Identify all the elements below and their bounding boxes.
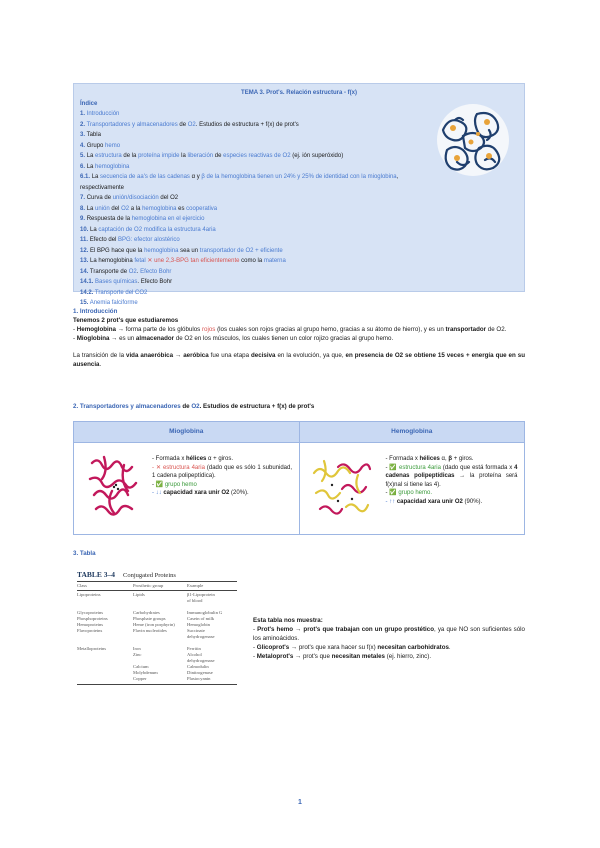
notes-title: Esta tabla nos muestra: xyxy=(253,617,323,624)
intro-hemoglobin: - Hemoglobina → forma parte de los glóbulos rojos (los cuales son rojos gracias al grupo hemo, gracias a su átomo de hierro), y es un transportador de O2. xyxy=(73,326,507,333)
index-item[interactable]: 14.2. Transporte del CO2 xyxy=(80,289,148,296)
index-item[interactable]: 11. Efecto del BPG: efector alostérico xyxy=(80,237,180,243)
table-row: Flavoproteins Flavin nucleotides Succinate xyxy=(77,628,205,634)
col-hemoglobina: Hemoglobina xyxy=(391,428,433,435)
table-row: Lipoproteins Lipids β1-Lipoprotein xyxy=(77,592,215,598)
index-item[interactable]: 4. Grupo hemo xyxy=(80,142,121,149)
table-row: dehydrogenase xyxy=(187,634,215,640)
index-item[interactable]: 3. Tabla xyxy=(80,132,101,138)
index-item[interactable]: 6. La hemoglobina xyxy=(80,163,130,170)
index-item[interactable]: 13. La hemoglobina fetal ✕ une 2,3-BPG tan eficientemente como la materna xyxy=(80,258,286,264)
index-item[interactable]: 15. Anemia falciforme xyxy=(80,300,138,306)
table-row: Zinc Alcohol xyxy=(133,651,202,657)
section-3-title: 3. Tabla xyxy=(73,550,96,557)
table-row: Hemoproteins Heme (iron porphyrin) Hemoglobin xyxy=(77,621,210,627)
index-heading: Índice xyxy=(80,100,98,107)
table-caption: TABLE 3–4 Conjugated Proteins xyxy=(77,570,176,579)
index-item[interactable]: 6.1. La secuencia de aa's de las cadenas α y β de la hemoglobina tienen un 24% y 25% de identidad con la mioglobina, respectivamente xyxy=(80,174,399,191)
table-row: of blood xyxy=(187,598,203,604)
conjugated-proteins-table-image xyxy=(77,570,237,698)
section-intro xyxy=(73,307,525,369)
section-2-title: 2. Transportadores y almacenadores de O2. Estudios de estructura + f(x) de prot's xyxy=(73,403,315,410)
index-item[interactable]: 9. Respuesta de la hemoglobina en el ejercicio xyxy=(80,216,205,222)
table-notes xyxy=(253,616,525,661)
index-item[interactable]: 14. Transporte de O2. Efecto Bohr xyxy=(80,268,172,275)
table-row: Copper Plastocyanin xyxy=(133,676,211,682)
table-header-row: Class Prosthetic group Example xyxy=(77,583,204,588)
index-title: TEMA 3. Prot's. Relación estructura - f(x) xyxy=(241,90,357,96)
intro-mioglobina: - Mioglobina → es un almacenador de O2 en los músculos, los cuales tienen un color rojizo gracias al grupo hemo. xyxy=(73,335,394,342)
table-row: Calcium Calmodulin xyxy=(133,664,209,670)
index-item[interactable]: 5. La estructura de la proteína impide la liberación de especies reactivas de O2 (ej. ión superóxido) xyxy=(80,153,344,159)
hemoglobina-cell xyxy=(300,443,525,535)
index-item[interactable]: 8. La unión del O2 a la hemoglobina es cooperativa xyxy=(80,205,218,212)
note-metalo: - Metaloprot's → prot's que necesitan metales (ej. hierro, zinc). xyxy=(253,653,432,660)
index-item[interactable]: 12. El BPG hace que la hemoglobina sea un transportador de O2 + eficiente xyxy=(80,247,283,254)
table-row: dehydrogenase xyxy=(187,657,215,663)
intro-lead: Tenemos 2 prot's que estudiaremos xyxy=(73,317,179,324)
col-mioglobina: Mioglobina xyxy=(74,422,300,442)
intro-title: 1. Introducción xyxy=(73,308,118,315)
mioglobina-description: - Formada x hélices α + giros. - ✕ estructura 4aria (dado que es sólo 1 subunidad, 1 cadena polipeptídica). - ✅ grupo hemo - ↓↓ capacidad xara unir O2 (20%). xyxy=(152,456,293,497)
note-glico: - Glicoprot's → prot's que xara hacer su f(x) necesitan carbohidratos. xyxy=(253,644,451,651)
hemoglobina-description: - Formada x hélices α, β + giros. - ✅ estructura 4aria (dado que está formada x 4 cadenas polipeptídicas → la proteína será f(x)nal si tiene las 4). - ✅ grupo hemo. - ↑↑ capacidad xara unir O2 (90%). xyxy=(385,456,518,505)
table-row: Molybdenum Dinitrogenase xyxy=(133,670,213,676)
note-hemo: - Prot's hemo → prot's que trabajan con un grupo prostético, ya que NO son suficientes sólo los aminoácidos. xyxy=(253,626,525,642)
myoglobin-structure-image xyxy=(84,451,146,525)
index-item[interactable]: 7. Curva de unión/disociación del O2 xyxy=(80,195,179,201)
intro-transition: La transición de la vida anaeróbica → aeróbica fue una etapa decisiva en la evolución, ya que, en presencia de O2 se obtiene 15 veces + energía que en su ausencia. xyxy=(73,352,525,368)
table-body xyxy=(77,580,237,686)
table-row: Glycoproteins Carbohydrates Immunoglobulin G xyxy=(77,609,223,615)
index-item[interactable]: 10. La captación de O2 modifica la estructura 4aria xyxy=(80,226,216,233)
index-item[interactable]: 2. Transportadores y almacenadores de O2. Estudios de estructura + f(x) de prot's xyxy=(80,121,299,128)
mioglobina-cell xyxy=(74,443,300,535)
table-row: Metalloproteins Iron Ferritin xyxy=(77,645,201,651)
comparison-table xyxy=(73,421,525,535)
index-item[interactable]: 1. Introducción xyxy=(80,111,120,117)
hemoglobin-structure-image xyxy=(433,100,513,180)
index-item[interactable]: 14.1. Bases químicas. Efecto Bohr xyxy=(80,279,173,285)
page-number: 1 xyxy=(298,799,302,806)
hemoglobin-ribbon-image xyxy=(308,453,376,523)
table-row: Phosphoproteins Phosphate groups Casein of milk xyxy=(77,615,215,621)
